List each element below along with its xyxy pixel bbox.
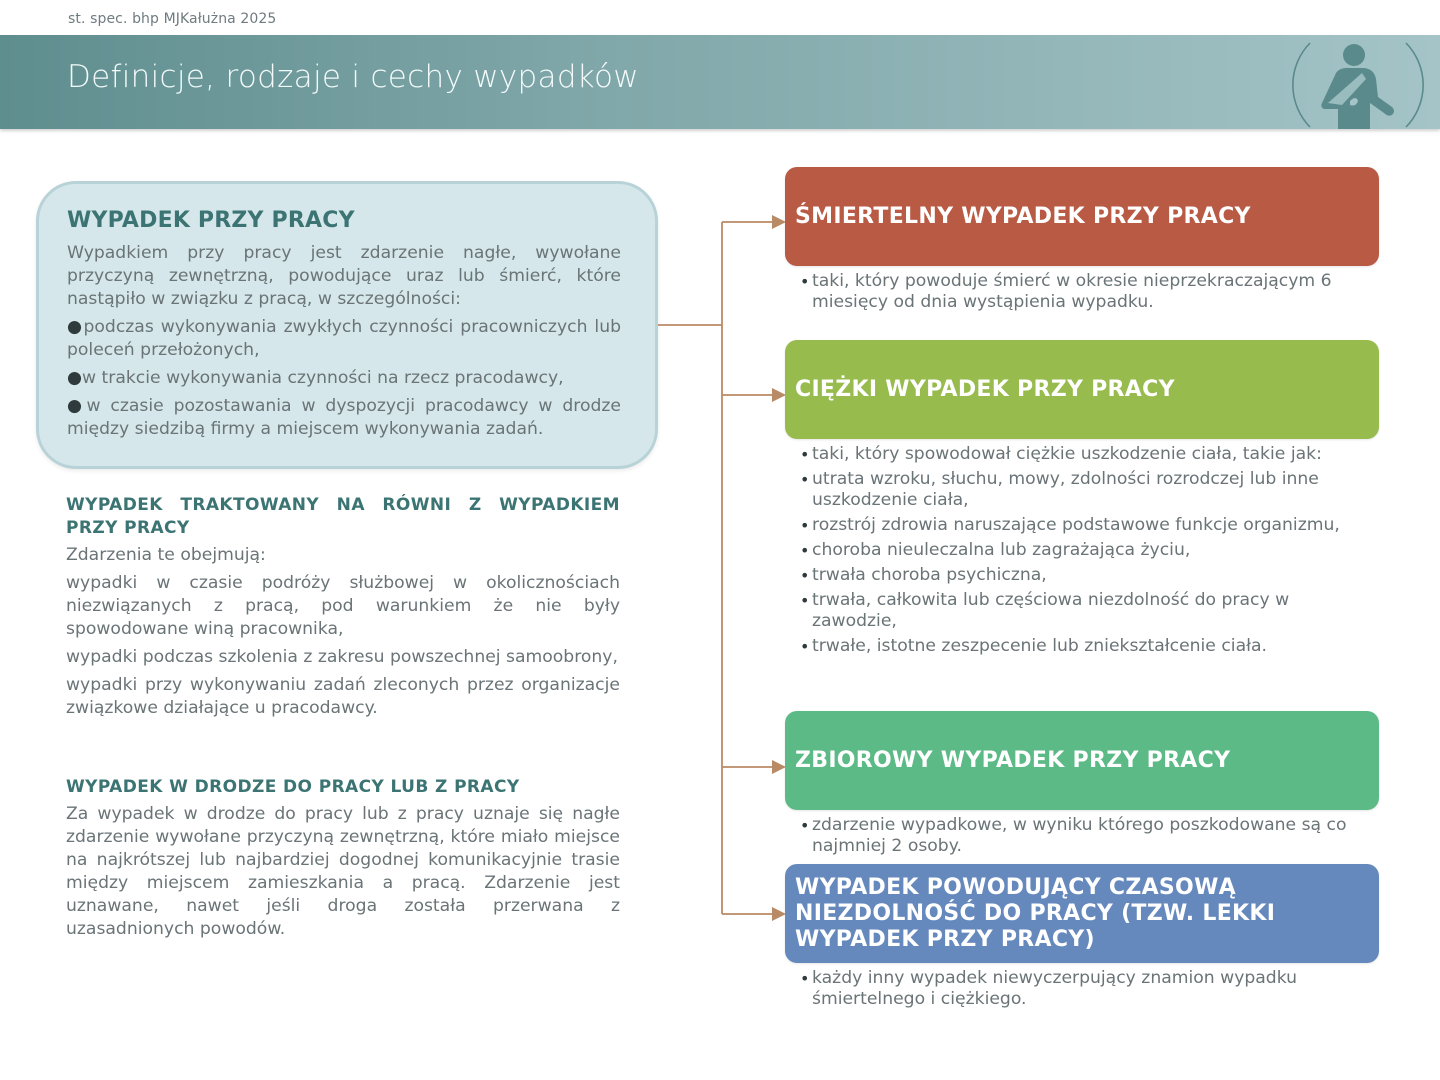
main-definition-bullet	[67, 367, 621, 390]
arrowhead-icon	[772, 388, 786, 402]
equal-accident-item: wypadki przy wykonywaniu zadań zleconych przez organizacje związkowe działające u pracodawcy.	[66, 675, 620, 718]
page-title: Definicje, rodzaje i cechy wypadków	[67, 59, 639, 95]
commute-accident-title: WYPADEK W DRODZE DO PRACY LUB Z PRACY	[66, 777, 520, 797]
header-band	[0, 35, 1440, 129]
category-detail-item: • rozstrój zdrowia naruszające podstawowe funkcje organizmu,	[800, 515, 1370, 536]
equal-accident-title: WYPADEK TRAKTOWANY NA RÓWNI Z WYPADKIEM PRZY PRACY	[66, 495, 620, 538]
equal-accident-item: wypadki w czasie podróży służbowej w okolicznościach niezwiązanych z pracą, pod warunkiem że nie były spowodowane winą pracownika,	[66, 573, 620, 639]
arrowhead-icon	[772, 215, 786, 229]
main-definition-bullet	[67, 316, 621, 362]
main-definition-box	[36, 181, 658, 469]
category-detail-item: • taki, który spowodował ciężkie uszkodzenie ciała, takie jak:	[800, 444, 1370, 465]
main-definition-bullet	[67, 395, 621, 441]
category-light-details	[800, 968, 1370, 1014]
commute-accident-text: Za wypadek w drodze do pracy lub z pracy uznaje się nagłe zdarzenie wywołane przyczyną zewnętrzną, które miało miejsce na najkrótszej lub najbardziej dogodnej komunikacyjnie trasie między miejscem zamieszkania a pracą. Zdarzenie jest uznawane, nawet jeśli droga została przerwana z uzasadnionych powodów.	[66, 804, 620, 939]
category-fatal-details	[800, 271, 1370, 317]
category-serious-details	[800, 444, 1370, 661]
bullet-text: w trakcie wykonywania czynności na rzecz pracodawcy,	[82, 368, 564, 388]
equal-accident-section	[66, 494, 620, 725]
bullet-text: w czasie pozostawania w dyspozycji pracodawcy w drodze między siedzibą firmy a miejscem wykonywania zadań.	[67, 396, 622, 439]
injured-person-icon	[1292, 35, 1426, 129]
category-light-header	[785, 864, 1379, 963]
category-collective-header	[785, 711, 1379, 810]
category-detail-item: • trwała, całkowita lub częściowa niezdolność do pracy w zawodzie,	[800, 590, 1370, 632]
bullet-icon: ●	[67, 396, 87, 416]
category-title: ŚMIERTELNY WYPADEK PRZY PRACY	[795, 204, 1251, 229]
arrowhead-icon	[772, 907, 786, 921]
main-definition-title: WYPADEK PRZY PRACY	[67, 208, 355, 233]
arrowhead-icon	[772, 760, 786, 774]
equal-accident-intro: Zdarzenia te obejmują:	[66, 545, 266, 565]
bullet-text: podczas wykonywania zwykłych czynności pracowniczych lub poleceń przełożonych,	[67, 317, 622, 360]
main-definition-intro: Wypadkiem przy pracy jest zdarzenie nagłe, wywołane przyczyną zewnętrzną, powodujące uraz lub śmierć, które nastąpiło w związku z pracą, w szczególności:	[67, 243, 621, 309]
bullet-icon: ●	[67, 317, 84, 337]
bullet-icon: ●	[67, 368, 82, 388]
main-definition-body	[67, 242, 621, 446]
category-detail-item: • każdy inny wypadek niewyczerpujący znamion wypadku śmiertelnego i ciężkiego.	[800, 968, 1370, 1010]
category-title: CIĘŻKI WYPADEK PRZY PRACY	[795, 377, 1175, 402]
category-fatal-header	[785, 167, 1379, 266]
category-title: WYPADEK POWODUJĄCY CZASOWĄ NIEZDOLNOŚĆ DO PRACY (TZW. LEKKI WYPADEK PRZY PRACY)	[795, 874, 1276, 952]
category-collective-details	[800, 815, 1370, 861]
category-detail-item: • choroba nieuleczalna lub zagrażająca życiu,	[800, 540, 1370, 561]
category-detail-item: • taki, który powoduje śmierć w okresie nieprzekraczającym 6 miesięcy od dnia wystąpienia wypadku.	[800, 271, 1370, 313]
category-detail-item: • utrata wzroku, słuchu, mowy, zdolności rozrodczej lub inne uszkodzenie ciała,	[800, 469, 1370, 511]
category-detail-item: • trwała choroba psychiczna,	[800, 565, 1370, 586]
category-detail-item: • trwałe, istotne zeszpecenie lub zniekształcenie ciała.	[800, 636, 1370, 657]
category-serious-header	[785, 340, 1379, 439]
footer-credit: st. spec. bhp MJKałużna 2025	[68, 11, 277, 27]
equal-accident-item: wypadki podczas szkolenia z zakresu powszechnej samoobrony,	[66, 647, 618, 667]
commute-accident-section	[66, 776, 620, 946]
category-title: ZBIOROWY WYPADEK PRZY PRACY	[795, 748, 1231, 773]
category-detail-item: • zdarzenie wypadkowe, w wyniku którego poszkodowane są co najmniej 2 osoby.	[800, 815, 1370, 857]
